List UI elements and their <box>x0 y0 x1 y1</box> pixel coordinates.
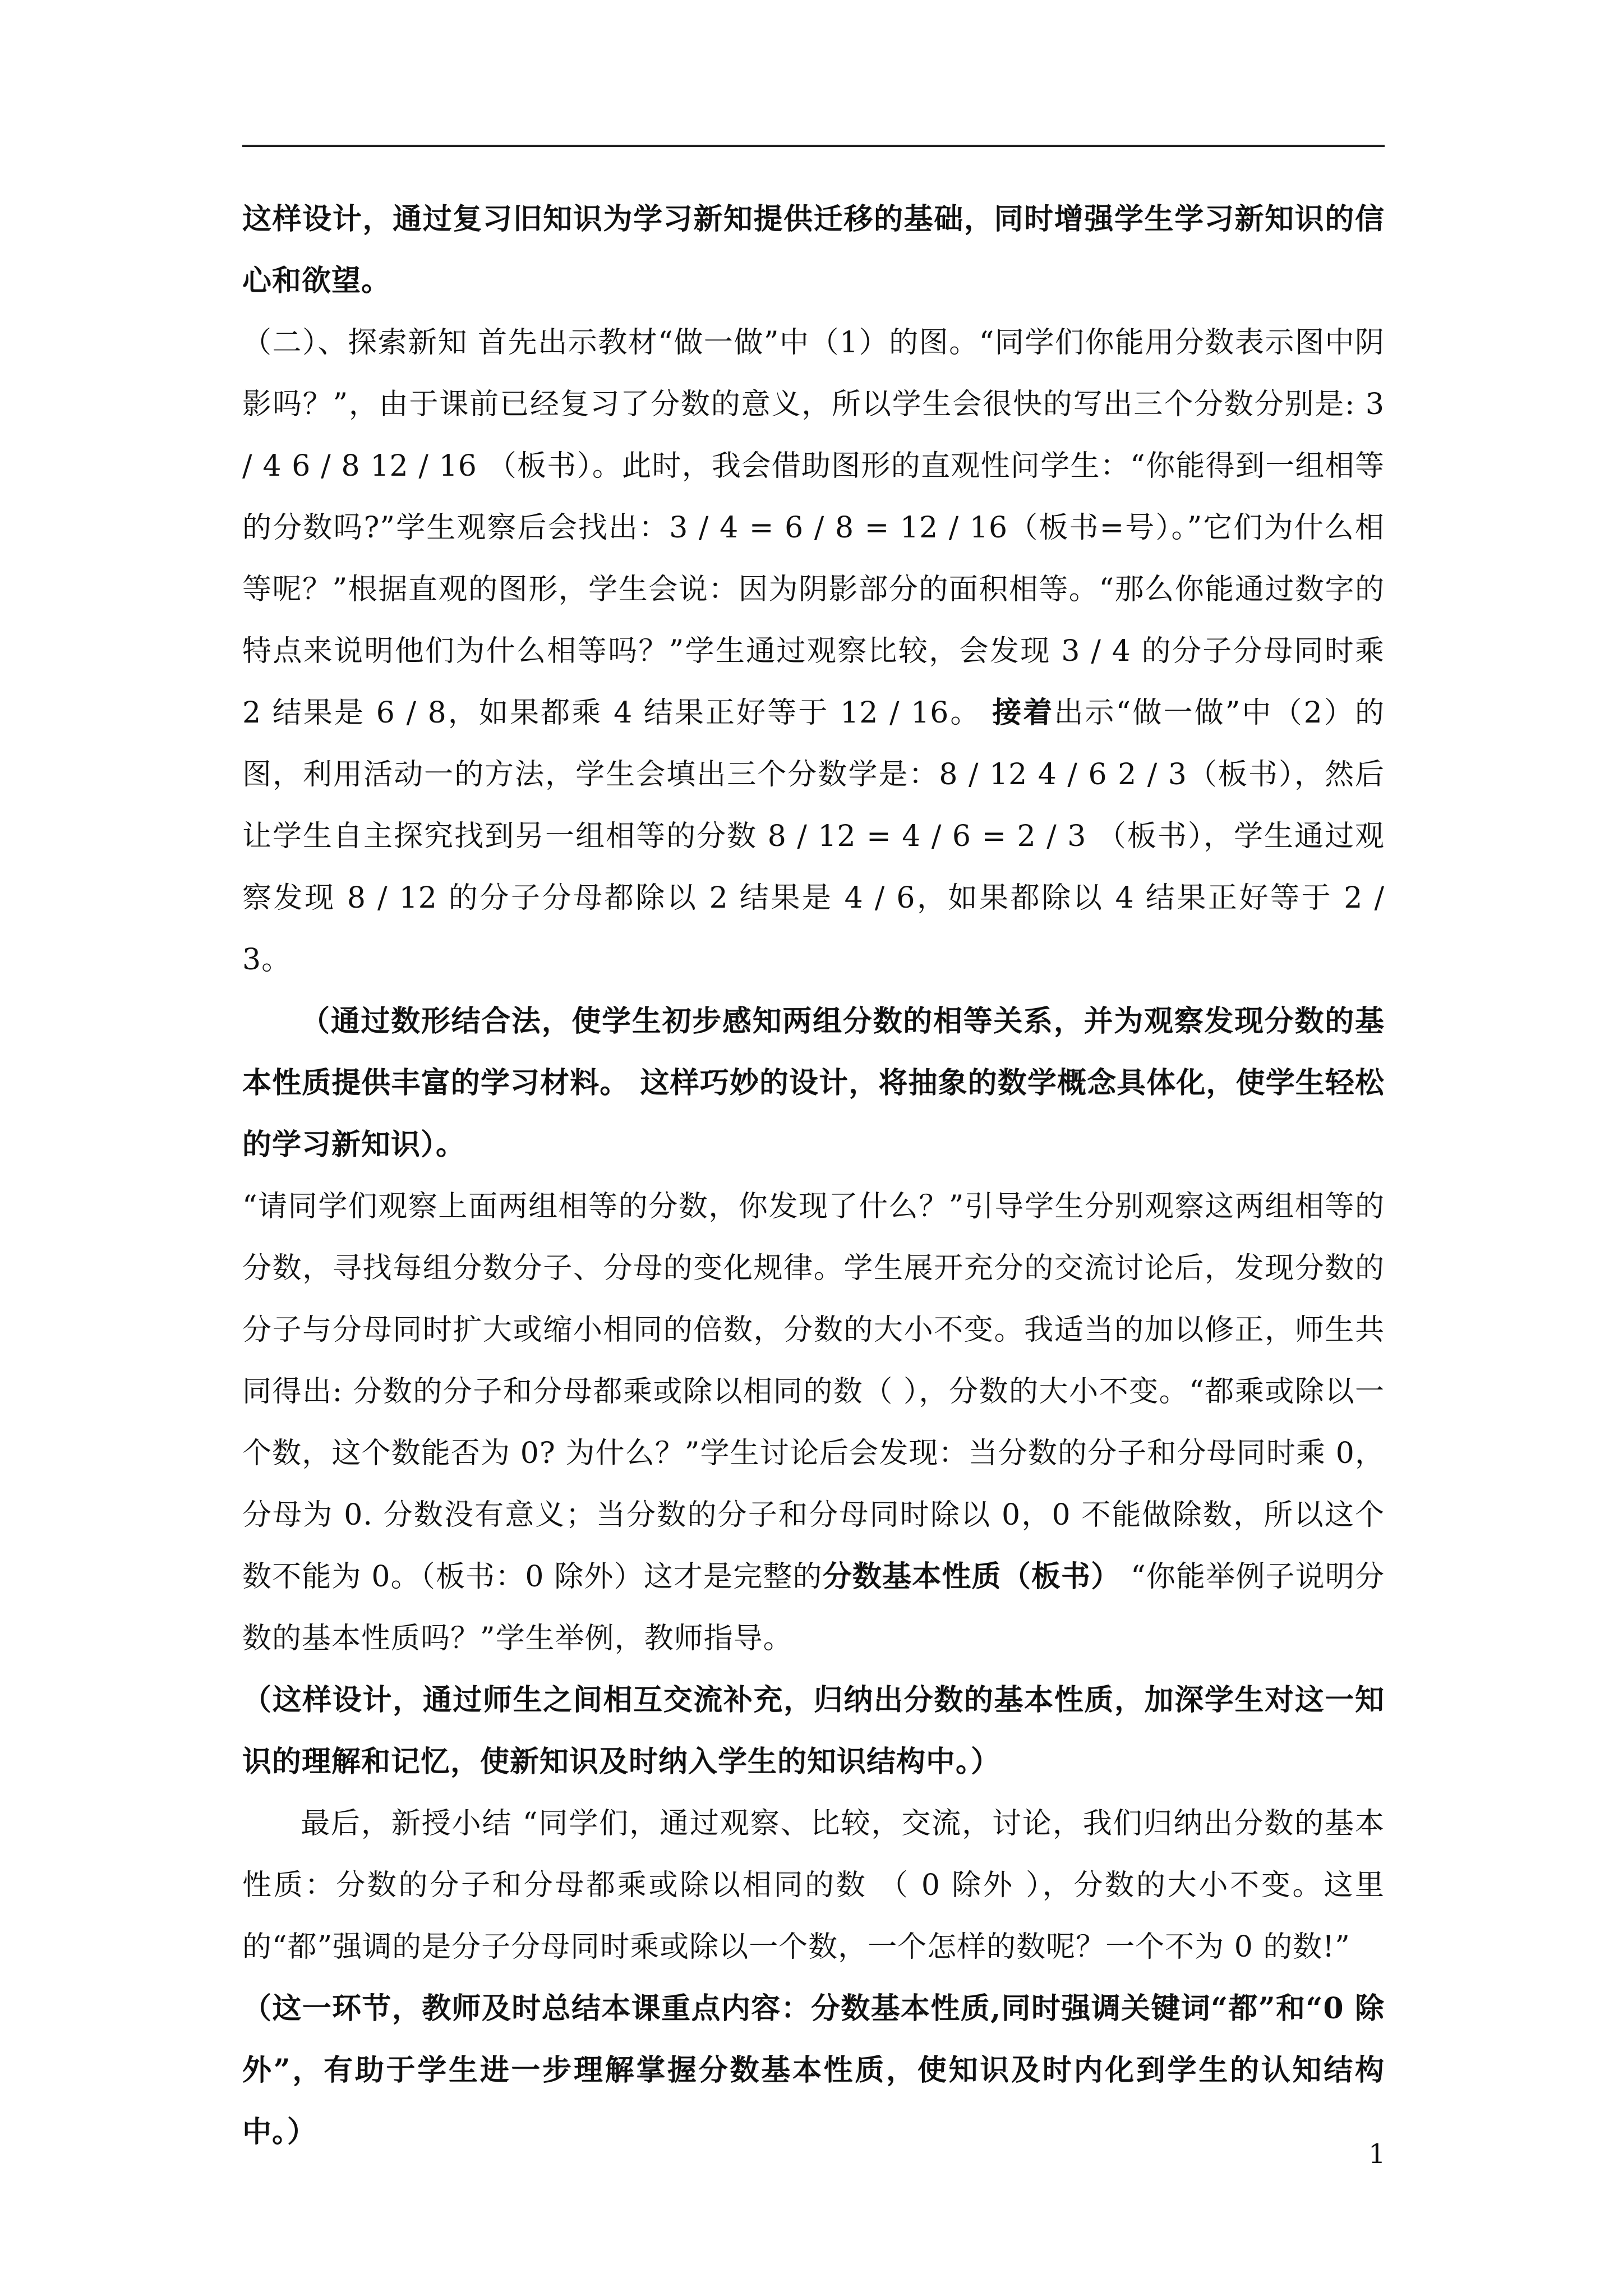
paragraph-4 <box>242 1176 1385 1669</box>
header-rule <box>242 145 1385 147</box>
document-body <box>242 188 1385 2163</box>
paragraph-7: （这一环节，教师及时总结本课重点内容：分数基本性质,同时强调关键词“都”和“0 除外”，有助于学生进一步理解掌握分数基本性质，使知识及时内化到学生的认知结构中。） <box>242 1991 1385 2149</box>
paragraph-2 <box>242 312 1385 991</box>
paragraph-4-part-a: “请同学们观察上面两组相等的分数，你发现了什么？”引导学生分别观察这两组相等的分数，寻找每组分数分子、分母的变化规律。学生展开充分的交流讨论后，发现分数的分子与分母同时扩大或缩小相同的倍数，分数的大小不变。我适当的加以修正，师生共同得出: 分数的分子和分母都乘或除以相同的数（ ），分数的大小不变。“都乘或除以一个数，这个数能否为 0? 为什么？”学生讨论后会发现：当分数的分子和分母同时乘 0，分母为 0. 分数没有意义；当分数的分子和分母同时除以 0，0 不能做除数，所以这个数不能为 0。（板书：0 除外）这才是完整的 <box>242 1190 1385 1594</box>
paragraph-3: （通过数形结合法，使学生初步感知两组分数的相等关系，并为观察发现分数的基本性质提供丰富的学习材料。 这样巧妙的设计，将抽象的数学概念具体化，使学生轻松的学习新知识）。 <box>242 1004 1385 1162</box>
page-number: 1 <box>1368 2138 1386 2170</box>
paragraph-2-part-a: （二）、探索新知 首先出示教材“做一做”中（1）的图。“同学们你能用分数表示图中阴影吗？”，由于课前已经复习了分数的意义，所以学生会很快的写出三个分数分别是: 3 / 4 6 / 8 12 / 16 （板书）。此时，我会借助图形的直观性问学生：“你能得到一组相等的分数吗?”学生观察后会找出：3 / 4 = 6 / 8 = 12 / 16（板书=号）。”它们为什么相等呢？”根据直观的图形，学生会说：因为阴影部分的面积相等。“那么你能通过数字的特点来说明他们为什么相等吗？”学生通过观察比较，会发现 3 / 4 的分子分母同时乘 2 结果是 6 / 8，如果都乘 4 结果正好等于 12 / 16。 <box>242 326 1385 730</box>
paragraph-5: （这样设计，通过师生之间相互交流补充，归纳出分数的基本性质，加深学生对这一知识的理解和记忆，使新知识及时纳入学生的知识结构中。） <box>242 1683 1385 1779</box>
paragraph-1: 这样设计，通过复习旧知识为学习新知提供迁移的基础，同时增强学生学习新知识的信心和欲望。 <box>242 202 1385 298</box>
paragraph-4-part-c: “你能举例子说明分数的基本性质吗？”学生举例，教师指导。 <box>242 1560 1385 1655</box>
paragraph-6: 最后，新授小结 “同学们，通过观察、比较，交流，讨论，我们归纳出分数的基本性质：分数的分子和分母都乘或除以相同的数 （ 0 除外 ），分数的大小不变。这里的“都”强调的是分子分母同时乘或除以一个数，一个怎样的数呢？一个不为 0 的数!” <box>242 1807 1385 1964</box>
paragraph-4-bold: 分数基本性质（板书） <box>822 1559 1121 1594</box>
paragraph-2-part-c: 出示“做一做”中（2）的图，利用活动一的方法，学生会填出三个分数学是：8 / 12 4 / 6 2 / 3（板书），然后让学生自主探究找到另一组相等的分数 8 / 12 = 4 / 6 = 2 / 3 （板书），学生通过观察发现 8 / 12 的分子分母都除以 2 结果是 4 / 6，如果都除以 4 结果正好等于 2 / 3。 <box>242 696 1385 977</box>
paragraph-2-bold: 接着 <box>992 696 1054 730</box>
